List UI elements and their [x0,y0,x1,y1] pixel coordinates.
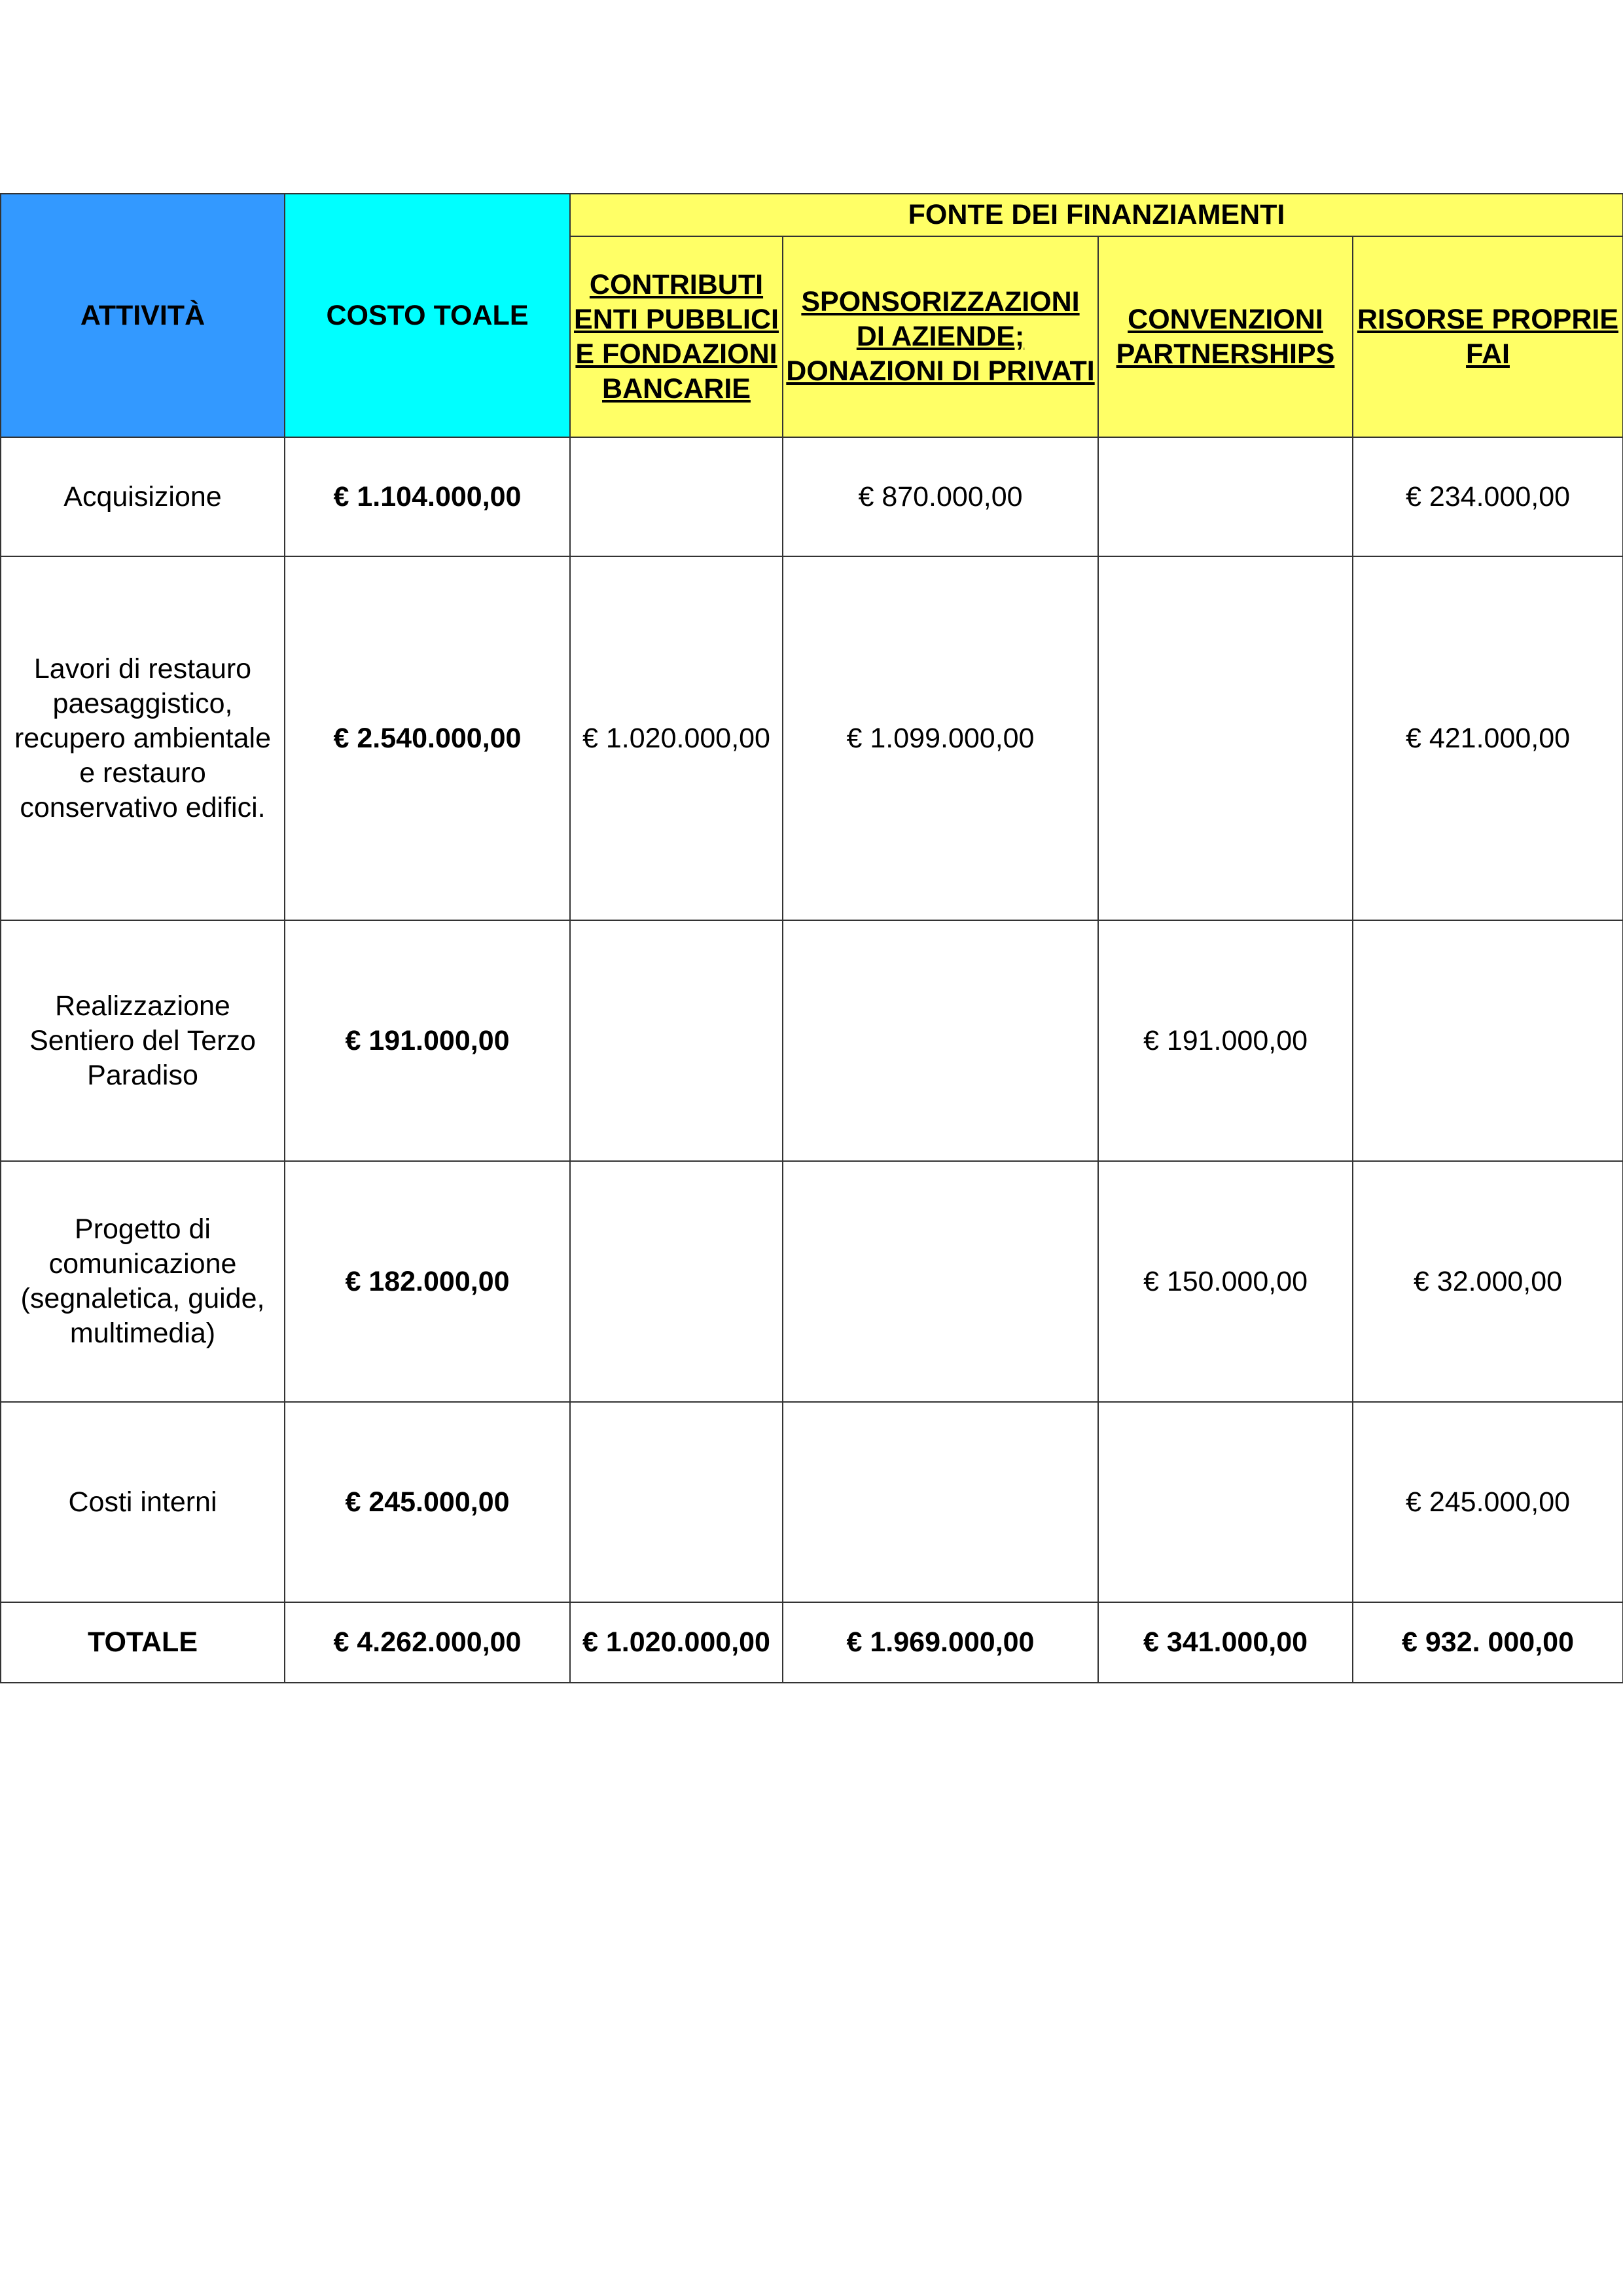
header-activity: ATTIVITÀ [1,194,285,437]
totals-convenzioni-cell: € 341.000,00 [1098,1602,1353,1683]
activity-cell: Acquisizione [1,437,285,556]
convenzioni-cell: € 191.000,00 [1098,920,1353,1161]
risorse-cell: € 421.000,00 [1353,556,1623,920]
totals-contributi-cell: € 1.020.000,00 [570,1602,783,1683]
header-total-cost: COSTO TOALE [285,194,570,437]
cost-cell: € 1.104.000,00 [285,437,570,556]
contributi-cell [570,437,783,556]
convenzioni-cell [1098,1402,1353,1602]
header-source-contributi: CONTRIBUTI ENTI PUBBLICI E FONDAZIONI BANCARIE [570,236,783,437]
totals-row [1,1602,1623,1683]
activity-cell: Lavori di restauro paesaggistico, recupero ambientale e restauro conservativo edifici. [1,556,285,920]
activity-cell: Realizzazione Sentiero del Terzo Paradiso [1,920,285,1161]
risorse-cell [1353,920,1623,1161]
table-row [1,556,1623,920]
convenzioni-cell [1098,437,1353,556]
table-row [1,1402,1623,1602]
table-row [1,437,1623,556]
convenzioni-cell [1098,556,1353,920]
convenzioni-cell: € 150.000,00 [1098,1161,1353,1402]
cost-cell: € 182.000,00 [285,1161,570,1402]
header-row [1,194,1623,236]
sponsorizzazioni-cell: € 1.099.000,00 [783,556,1098,920]
table-row [1,920,1623,1161]
contributi-cell [570,920,783,1161]
totals-cost-cell: € 4.262.000,00 [285,1602,570,1683]
funding-table [0,193,1623,1683]
totals-risorse-cell: € 932. 000,00 [1353,1602,1623,1683]
activity-cell: Progetto di comunicazione (segnaletica, guide, multimedia) [1,1161,285,1402]
table-row [1,1161,1623,1402]
header-source-sponsorizzazioni: SPONSORIZZAZIONI DI AZIENDE; DONAZIONI DI PRIVATI [783,236,1098,437]
header-funding-sources: FONTE DEI FINANZIAMENTI [570,194,1623,236]
contributi-cell [570,1161,783,1402]
cost-cell: € 245.000,00 [285,1402,570,1602]
contributi-cell: € 1.020.000,00 [570,556,783,920]
risorse-cell: € 245.000,00 [1353,1402,1623,1602]
contributi-cell [570,1402,783,1602]
totals-label: TOTALE [1,1602,285,1683]
risorse-cell: € 234.000,00 [1353,437,1623,556]
sponsorizzazioni-cell: € 870.000,00 [783,437,1098,556]
sponsorizzazioni-cell [783,1161,1098,1402]
sponsorizzazioni-cell [783,920,1098,1161]
cost-cell: € 2.540.000,00 [285,556,570,920]
sponsorizzazioni-cell [783,1402,1098,1602]
activity-cell: Costi interni [1,1402,285,1602]
totals-sponsorizzazioni-cell: € 1.969.000,00 [783,1602,1098,1683]
risorse-cell: € 32.000,00 [1353,1161,1623,1402]
header-source-convenzioni: CONVENZIONI PARTNERSHIPS [1098,236,1353,437]
cost-cell: € 191.000,00 [285,920,570,1161]
header-source-risorse: RISORSE PROPRIE FAI [1353,236,1623,437]
